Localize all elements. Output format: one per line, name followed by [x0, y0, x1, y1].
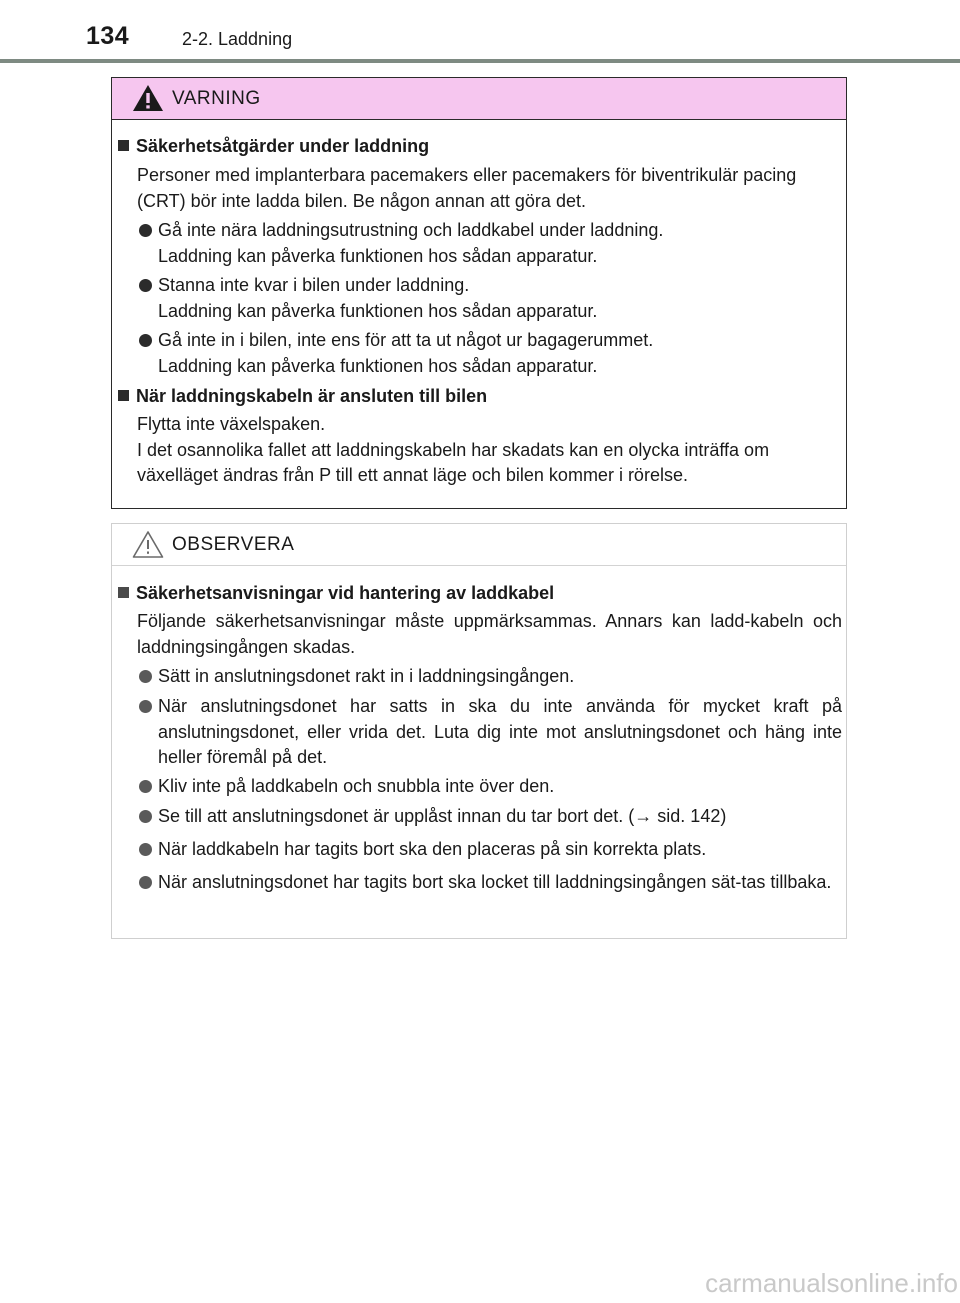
round-bullet-icon: [139, 810, 152, 823]
watermark: carmanualsonline.info: [705, 1268, 958, 1298]
page-header: [0, 0, 960, 62]
warning-bullet-item: Gå inte in i bilen, inte ens för att ta ut något ur bagagerummet. Laddning kan påverka funktionen hos sådan apparatur.: [137, 328, 842, 379]
round-bullet-icon: [139, 279, 152, 292]
page-number: 134: [86, 22, 130, 50]
notice-bullet-item: Kliv inte på laddkabeln och snubbla inte över den.: [137, 774, 842, 800]
round-bullet-icon: [139, 780, 152, 793]
notice-bullet-item: När anslutningsdonet har satts in ska du inte använda för mycket kraft på anslutningsdonet, eller vrida det. Luta dig inte mot anslutningsdonet och häng inte heller föremål på det.: [137, 694, 842, 771]
round-bullet-icon: [139, 334, 152, 347]
warning-section-heading: Säkerhetsåtgärder under laddning: [118, 135, 429, 157]
round-bullet-icon: [139, 700, 152, 713]
notice-bullet-item: När anslutningsdonet har tagits bort ska locket till laddningsingången sät-tas tillbaka.: [137, 870, 842, 896]
notice-section-heading: Säkerhetsanvisningar vid hantering av laddkabel: [118, 582, 554, 604]
square-bullet-icon: [118, 140, 129, 151]
square-bullet-icon: [118, 390, 129, 401]
round-bullet-icon: [139, 876, 152, 889]
notice-bullet-item: Se till att anslutningsdonet är upplåst innan du tar bort det. (→ sid. 142): [137, 804, 842, 830]
notice-bullet-item: Sätt in anslutningsdonet rakt in i laddningsingången.: [137, 664, 842, 690]
warning-bullet-item: Gå inte nära laddningsutrustning och laddkabel under laddning. Laddning kan påverka funktionen hos sådan apparatur.: [137, 218, 842, 269]
warning-header: [112, 78, 846, 120]
caution-outline-triangle-icon: [131, 529, 165, 559]
notice-section-text: Följande säkerhetsanvisningar måste uppmärksammas. Annars kan ladd-kabeln och laddningsingången skadas.: [137, 611, 842, 657]
square-bullet-icon: [118, 587, 129, 598]
notice-title: OBSERVERA: [172, 534, 295, 555]
header-rule: [0, 59, 960, 63]
warning-section-text: Personer med implanterbara pacemakers eller pacemakers för biventrikulär pacing (CRT) bör inte ladda bilen. Be någon annan att göra det.: [137, 165, 797, 211]
round-bullet-icon: [139, 224, 152, 237]
notice-header: [112, 524, 846, 566]
warning-title: VARNING: [172, 88, 261, 109]
warning-box: [111, 77, 847, 509]
warning-triangle-icon: [131, 83, 165, 113]
warning-section-text: Flytta inte växelspaken. I det osannolika fallet att laddningskabeln har skadats kan en olycka inträffa om växelläget ändras från P till ett annat läge och bilen kommer i rörelse.: [137, 414, 770, 485]
round-bullet-icon: [139, 843, 152, 856]
notice-box: [111, 523, 847, 939]
warning-bullet-item: Stanna inte kvar i bilen under laddning. Laddning kan påverka funktionen hos sådan apparatur.: [137, 273, 842, 324]
notice-bullet-item: När laddkabeln har tagits bort ska den placeras på sin korrekta plats.: [137, 837, 842, 863]
warning-section-heading: När laddningskabeln är ansluten till bilen: [118, 385, 487, 407]
round-bullet-icon: [139, 670, 152, 683]
section-title: 2-2. Laddning: [182, 29, 293, 49]
